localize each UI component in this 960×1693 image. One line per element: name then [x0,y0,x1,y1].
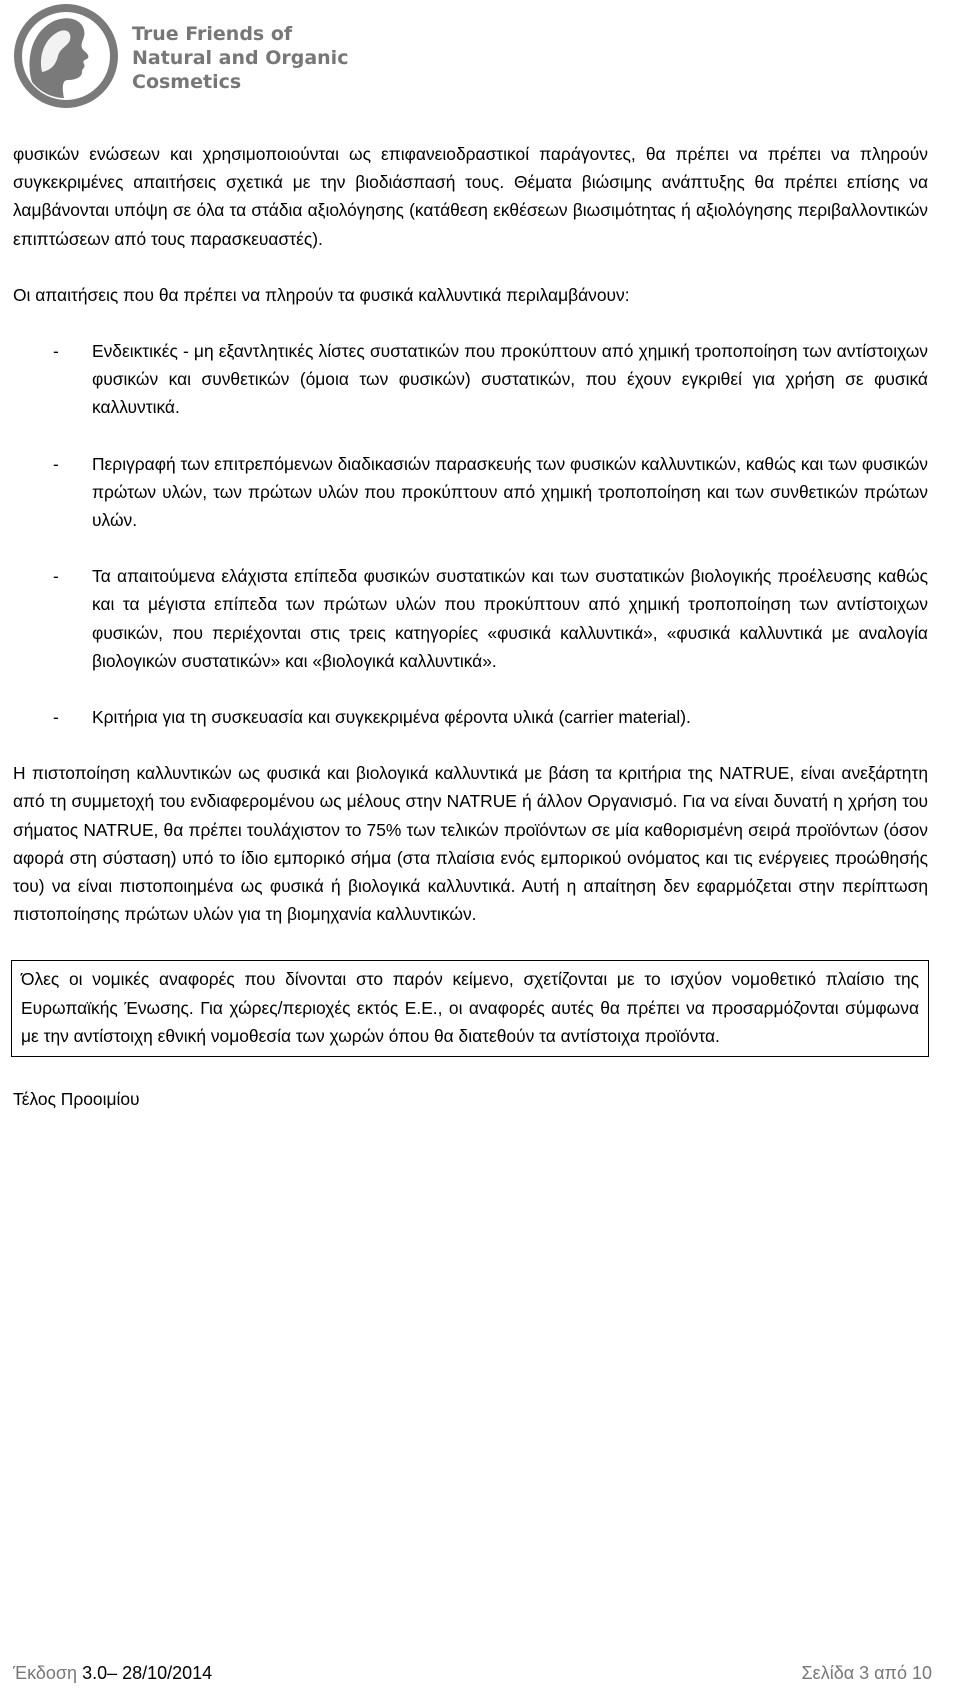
list-item-text: Περιγραφή των επιτρεπόμενων διαδικασιών παρασκευής των φυσικών καλλυντικών, καθώς και των φυσικών πρώτων υλών, των πρώτων υλών που προκύπτουν από χημική τροποποίηση και των συνθετικών πρώτων υλών. [92,453,928,531]
list-item [13,337,928,422]
version-value: 3.0– 28/10/2014 [82,1663,213,1683]
version-label: Έκδοση [13,1663,78,1683]
version-info [13,1660,212,1686]
legal-notice-box [11,960,929,1057]
list-item [13,703,928,731]
paragraph-certification: Η πιστοποίηση καλλυντικών ως φυσικά και βιολογικά καλλυντικά με βάση τα κριτήρια της NATRUE, είναι ανεξάρτητη από τη συμμετοχή του ενδιαφερομένου ως μέλους στην NATRUE ή άλλον Οργανισμό. Για να είναι δυνατή η χρήση του σήματος NATRUE, θα πρέπει τουλάχιστον το 75% των τελικών προϊόντων σε μία καθορισμένη σειρά προϊόντων (όσον αφορά στη σύσταση) υπό το ίδιο εμπορικό σήμα (στα πλαίσια ενός εμπορικού ονόματος και τις ενέργειες προώθησής του) να είναι πιστοποιημένα ως φυσικά ή βιολογικά καλλυντικά. Αυτή η απαίτηση δεν εφαρμόζεται στην περίπτωση πιστοποίησης πρώτων υλών για τη βιομηχανία καλλυντικών. [13,763,928,925]
brand-tagline [132,22,348,94]
legal-notice-text: Όλες οι νομικές αναφορές που δίνονται στο παρόν κείμενο, σχετίζονται με το ισχύον νομοθετικό πλαίσιο της Ευρωπαϊκής Ένωσης. Για χώρες/περιοχές εκτός Ε.Ε., οι αναφορές αυτές θα πρέπει να προσαρμόζονται σύμφωνα με την αντίστοιχη εθνική νομοθεσία των χωρών όπου θα διατεθούν τα αντίστοιχα προϊόντα. [21,969,919,1046]
list-dash: - [53,453,59,474]
list-item-text: Κριτήρια για τη συσκευασία και συγκεκριμένα φέροντα υλικά (carrier material). [92,707,691,728]
document-body [13,140,928,1113]
brand-tagline-line-3: Cosmetics [132,71,242,93]
list-dash: - [53,707,59,728]
list-item-text: Τα απαιτούμενα ελάχιστα επίπεδα φυσικών συστατικών και των συστατικών βιολογικής προέλευσης καθώς και τα μέγιστα επίπεδα των πρώτων υλών που προκύπτουν από χημική τροποποίηση των αντίστοιχων φυσικών, που περιέχονται στις τρεις κατηγορίες «φυσικά καλλυντικά», «φυσικά καλλυντικά με αναλογία βιολογικών συστατικών» και «βιολογικά καλλυντικά». [92,566,928,671]
list-dash: - [53,341,59,362]
page-header [12,2,349,112]
brand-tagline-line-2: Natural and Organic [132,47,349,69]
paragraph-intro: φυσικών ενώσεων και χρησιμοποιούνται ως επιφανειοδραστικοί παράγοντες, θα πρέπει να πρέπει να πληρούν συγκεκριμένες απαιτήσεις σχετικά με την βιοδιάσπασή τους. Θέματα βιώσιμης ανάπτυξης θα πρέπει επίσης να λαμβάνονται υπόψη σε όλα τα στάδια αξιολόγησης (κατάθεση εκθέσεων βιωσιμότητας ή αξιολόγησης περιβαλλοντικών επιπτώσεων από τους παρασκευαστές). [13,144,928,249]
list-item [13,450,928,535]
end-of-preamble-label: Τέλος Προοιμίου [13,1089,140,1110]
brand-tagline-line-1: True Friends of [132,23,293,45]
list-item-text: Ενδεικτικές - μη εξαντλητικές λίστες συστατικών που προκύπτουν από χημική τροποποίηση των αντίστοιχων φυσικών και συνθετικών (όμοια των φυσικών) συστατικών, που έχουν εγκριθεί για χρήση σε φυσικά καλλυντικά. [92,341,928,418]
list-dash: - [53,566,59,587]
list-item [13,562,928,675]
page-footer [13,1660,932,1686]
natrue-face-logo-icon [12,2,120,110]
paragraph-requirements: Οι απαιτήσεις που θα πρέπει να πληρούν τα φυσικά καλλυντικά περιλαμβάνουν: [13,284,630,305]
page-number: Σελίδα 3 από 10 [801,1663,932,1683]
